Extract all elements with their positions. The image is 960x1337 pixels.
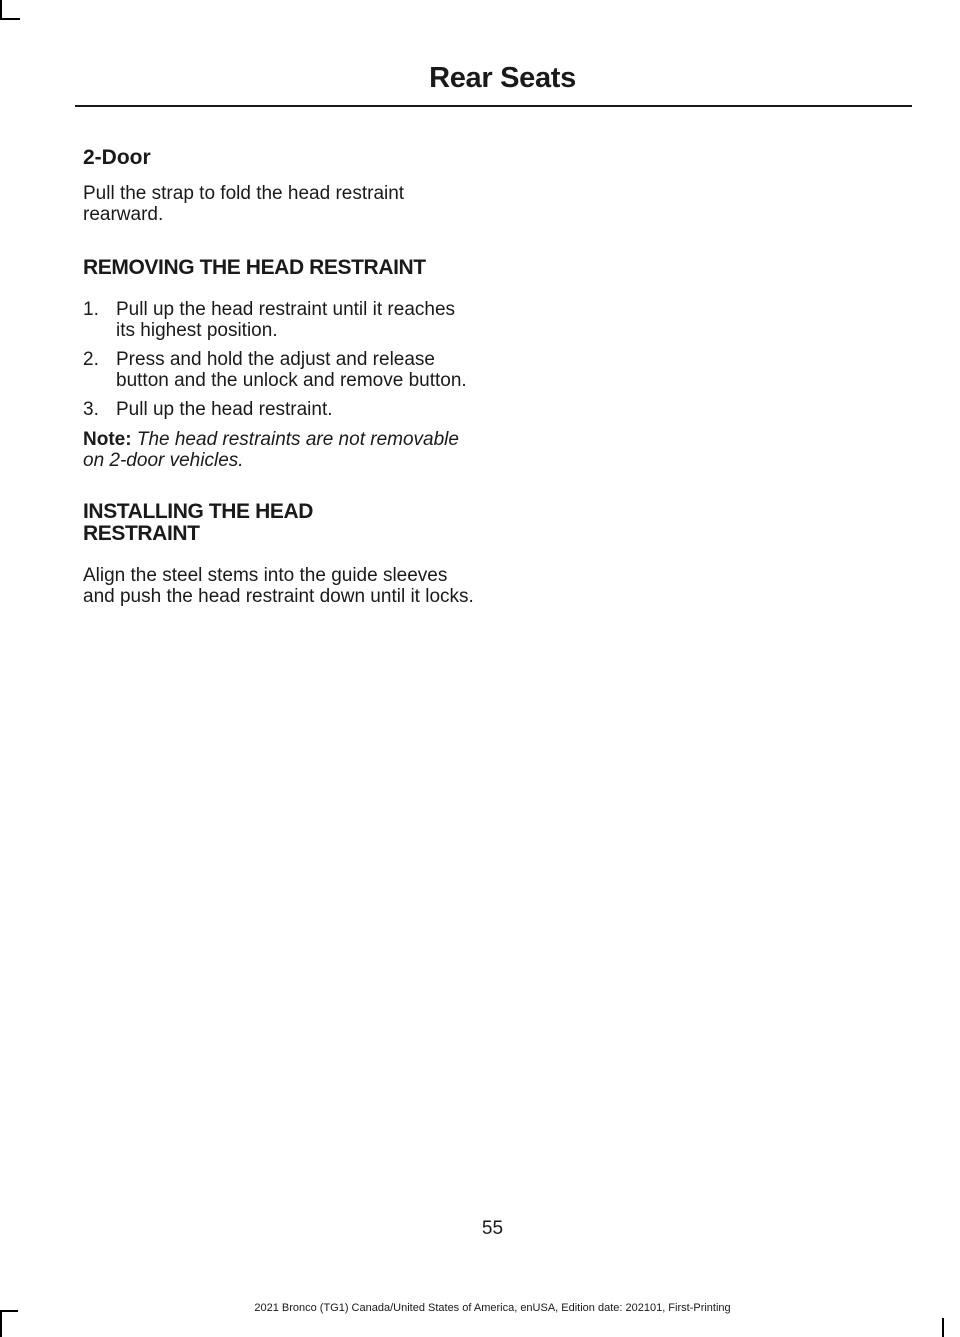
step-number: 1. bbox=[83, 299, 99, 320]
step-item bbox=[83, 399, 478, 420]
note-text: The head restraints are not removable on 2-door vehicles. bbox=[83, 429, 459, 471]
step-text: Pull up the head restraint until it reaches its highest position. bbox=[116, 299, 456, 341]
step-item bbox=[83, 349, 478, 391]
step-number: 3. bbox=[83, 399, 99, 420]
crop-mark-bottom-right bbox=[942, 1318, 944, 1337]
note-label: Note: bbox=[83, 429, 132, 450]
header-divider bbox=[75, 105, 912, 107]
crop-mark-top-left bbox=[0, 0, 2, 20]
removing-heading: REMOVING THE HEAD RESTRAINT bbox=[83, 256, 426, 279]
edition-footer: 2021 Bronco (TG1) Canada/United States of America, enUSA, Edition date: 202101, First-Printing bbox=[254, 1302, 731, 1314]
main-content bbox=[83, 145, 478, 639]
intro-paragraph: Pull the strap to fold the head restraint rearward. bbox=[83, 183, 405, 225]
note bbox=[83, 429, 478, 471]
step-item bbox=[83, 299, 478, 341]
step-text: Pull up the head restraint. bbox=[116, 399, 333, 420]
installing-heading: INSTALLING THE HEAD RESTRAINT bbox=[83, 500, 314, 545]
step-number: 2. bbox=[83, 349, 99, 370]
step-text: Press and hold the adjust and release button and the unlock and remove button. bbox=[116, 349, 467, 391]
installing-paragraph: Align the steel stems into the guide sleeves and push the head restraint down until it locks. bbox=[83, 565, 474, 607]
page-title: Rear Seats bbox=[429, 62, 576, 94]
removing-steps bbox=[83, 299, 478, 420]
subheading-2-door: 2-Door bbox=[83, 146, 151, 169]
crop-mark-bottom-left bbox=[0, 1310, 2, 1337]
crop-mark-top-left-h bbox=[0, 18, 20, 20]
page-number: 55 bbox=[481, 1218, 504, 1239]
